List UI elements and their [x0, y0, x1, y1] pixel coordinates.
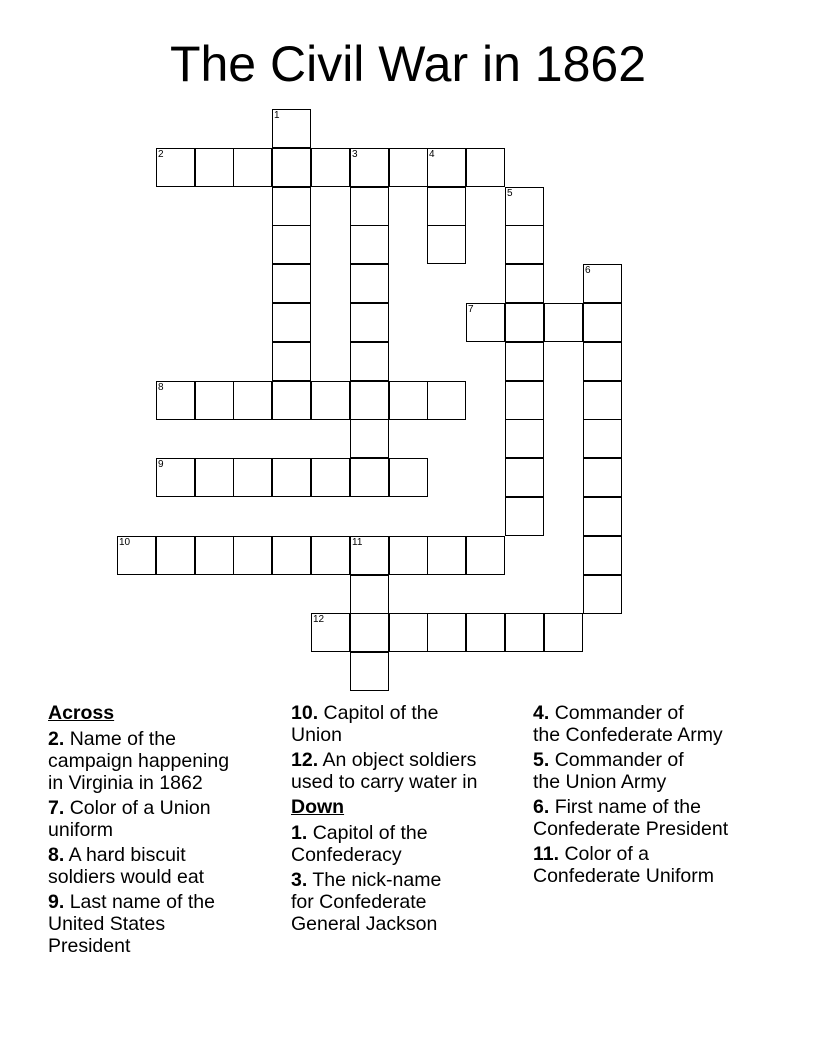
clue-text: Last name of the United States President [48, 891, 215, 957]
grid-cell[interactable] [427, 225, 466, 264]
clue-item [48, 844, 278, 888]
clue-number: 7 [468, 304, 474, 315]
grid-cell[interactable] [311, 613, 350, 652]
grid-cell[interactable] [583, 303, 622, 342]
grid-cell[interactable] [311, 458, 350, 497]
grid-cell[interactable] [427, 536, 466, 575]
grid-cell[interactable] [350, 652, 389, 691]
grid-cell[interactable] [272, 187, 311, 226]
clue-item [48, 797, 278, 841]
grid-cell[interactable] [350, 575, 389, 614]
clue-number-label: 6. [533, 796, 550, 818]
grid-cell[interactable] [505, 264, 544, 303]
grid-cell[interactable] [272, 148, 311, 187]
clue-text: A hard biscuit soldiers would eat [48, 844, 205, 888]
grid-cell[interactable] [583, 575, 622, 614]
clue-number: 6 [585, 265, 591, 276]
clue-item [533, 796, 783, 840]
clue-number-label: 11. [533, 843, 560, 865]
grid-cell[interactable] [466, 303, 505, 342]
across-clue-list-continued [291, 702, 526, 793]
grid-cell[interactable] [350, 303, 389, 342]
grid-cell[interactable] [311, 148, 350, 187]
grid-cell[interactable] [195, 381, 234, 420]
grid-cell[interactable] [156, 536, 195, 575]
clue-item [533, 843, 783, 887]
clue-number-label: 9. [48, 891, 65, 913]
grid-cell[interactable] [389, 458, 428, 497]
grid-cell[interactable] [583, 264, 622, 303]
grid-cell[interactable] [505, 497, 544, 536]
grid-cell[interactable] [195, 458, 234, 497]
clue-text: The nick-name for Confederate General Jackson [291, 869, 442, 935]
grid-cell[interactable] [350, 536, 389, 575]
grid-cell[interactable] [350, 613, 389, 652]
clue-number-label: 4. [533, 702, 550, 724]
clue-number-label: 1. [291, 822, 308, 844]
clues-column-3 [533, 702, 783, 890]
grid-cell[interactable] [544, 303, 583, 342]
grid-cell[interactable] [350, 187, 389, 226]
clue-item [291, 869, 526, 935]
clue-text: Commander of the Confederate Army [533, 702, 723, 746]
clue-number-label: 10. [291, 702, 319, 724]
page-title: The Civil War in 1862 [169, 36, 647, 92]
grid-cell[interactable] [505, 458, 544, 497]
down-clue-list-continued [533, 702, 783, 887]
grid-cell[interactable] [272, 342, 311, 381]
grid-cell[interactable] [505, 381, 544, 420]
grid-cell[interactable] [233, 458, 272, 497]
grid-cell[interactable] [272, 264, 311, 303]
grid-cell[interactable] [389, 536, 428, 575]
clue-number: 2 [158, 149, 164, 160]
clue-number-label: 5. [533, 749, 550, 771]
grid-cell[interactable] [427, 187, 466, 226]
clue-text: An object soldiers used to carry water in [291, 749, 478, 793]
clue-number: 12 [313, 614, 325, 625]
clue-item [291, 702, 526, 746]
grid-cell[interactable] [583, 381, 622, 420]
grid-cell[interactable] [233, 148, 272, 187]
clue-text: Color of a Union uniform [48, 797, 211, 841]
grid-cell[interactable] [505, 187, 544, 226]
clue-number: 8 [158, 382, 164, 393]
grid-cell[interactable] [505, 613, 544, 652]
grid-cell[interactable] [156, 148, 195, 187]
grid-cell[interactable] [389, 613, 428, 652]
grid-cell[interactable] [195, 148, 234, 187]
grid-cell[interactable] [466, 148, 505, 187]
clue-text: Commander of the Union Army [533, 749, 684, 793]
grid-cell[interactable] [583, 458, 622, 497]
grid-cell[interactable] [311, 536, 350, 575]
grid-cell[interactable] [350, 419, 389, 458]
clue-number: 10 [119, 537, 131, 548]
clue-item [533, 749, 783, 793]
clue-number-label: 3. [291, 869, 308, 891]
grid-cell[interactable] [272, 109, 311, 148]
grid-cell[interactable] [233, 536, 272, 575]
grid-cell[interactable] [350, 264, 389, 303]
grid-cell[interactable] [505, 342, 544, 381]
clue-number: 4 [429, 149, 435, 160]
grid-cell[interactable] [350, 458, 389, 497]
grid-cell[interactable] [505, 303, 544, 342]
grid-cell[interactable] [272, 225, 311, 264]
across-clue-list [48, 728, 278, 957]
clue-text: Color of a Confederate Uniform [533, 843, 715, 887]
clue-number-label: 7. [48, 797, 65, 819]
clue-number: 11 [352, 537, 363, 548]
clue-number: 3 [352, 149, 358, 160]
grid-cell[interactable] [233, 381, 272, 420]
grid-cell[interactable] [350, 148, 389, 187]
grid-cell[interactable] [272, 536, 311, 575]
grid-cell[interactable] [389, 381, 428, 420]
grid-cell[interactable] [311, 381, 350, 420]
clues-column-2 [291, 702, 526, 938]
grid-cell[interactable] [466, 613, 505, 652]
grid-cell[interactable] [272, 303, 311, 342]
grid-cell[interactable] [427, 381, 466, 420]
clue-item [48, 728, 278, 794]
clue-number: 5 [507, 188, 513, 199]
grid-cell[interactable] [583, 536, 622, 575]
clue-item [291, 749, 526, 793]
grid-cell[interactable] [272, 458, 311, 497]
grid-cell[interactable] [350, 225, 389, 264]
clue-text: Name of the campaign happening in Virginia in 1862 [48, 728, 230, 794]
down-heading: Down [291, 796, 345, 818]
grid-cell[interactable] [583, 419, 622, 458]
clue-number: 1 [274, 110, 280, 121]
clue-text: First name of the Confederate President [533, 796, 729, 840]
clue-number: 9 [158, 459, 164, 470]
clue-number-label: 8. [48, 844, 65, 866]
grid-cell[interactable] [117, 536, 156, 575]
clue-text: Capitol of the Confederacy [291, 822, 428, 866]
grid-cell[interactable] [505, 225, 544, 264]
grid-cell[interactable] [195, 536, 234, 575]
grid-cell[interactable] [389, 148, 428, 187]
grid-cell[interactable] [350, 381, 389, 420]
grid-cell[interactable] [156, 381, 195, 420]
grid-cell[interactable] [350, 342, 389, 381]
grid-cell[interactable] [583, 497, 622, 536]
across-heading: Across [48, 702, 115, 724]
clue-number-label: 2. [48, 728, 65, 750]
clue-number-label: 12. [291, 749, 319, 771]
grid-cell[interactable] [583, 342, 622, 381]
grid-cell[interactable] [466, 536, 505, 575]
clue-item [291, 822, 526, 866]
clue-item [48, 891, 278, 957]
grid-cell[interactable] [427, 148, 466, 187]
clue-item [533, 702, 783, 746]
down-clue-list [291, 822, 526, 935]
clue-text: Capitol of the Union [291, 702, 439, 746]
grid-cell[interactable] [272, 381, 311, 420]
grid-cell[interactable] [156, 458, 195, 497]
grid-cell[interactable] [544, 613, 583, 652]
grid-cell[interactable] [505, 419, 544, 458]
clues-column-1 [48, 702, 278, 960]
grid-cell[interactable] [427, 613, 466, 652]
